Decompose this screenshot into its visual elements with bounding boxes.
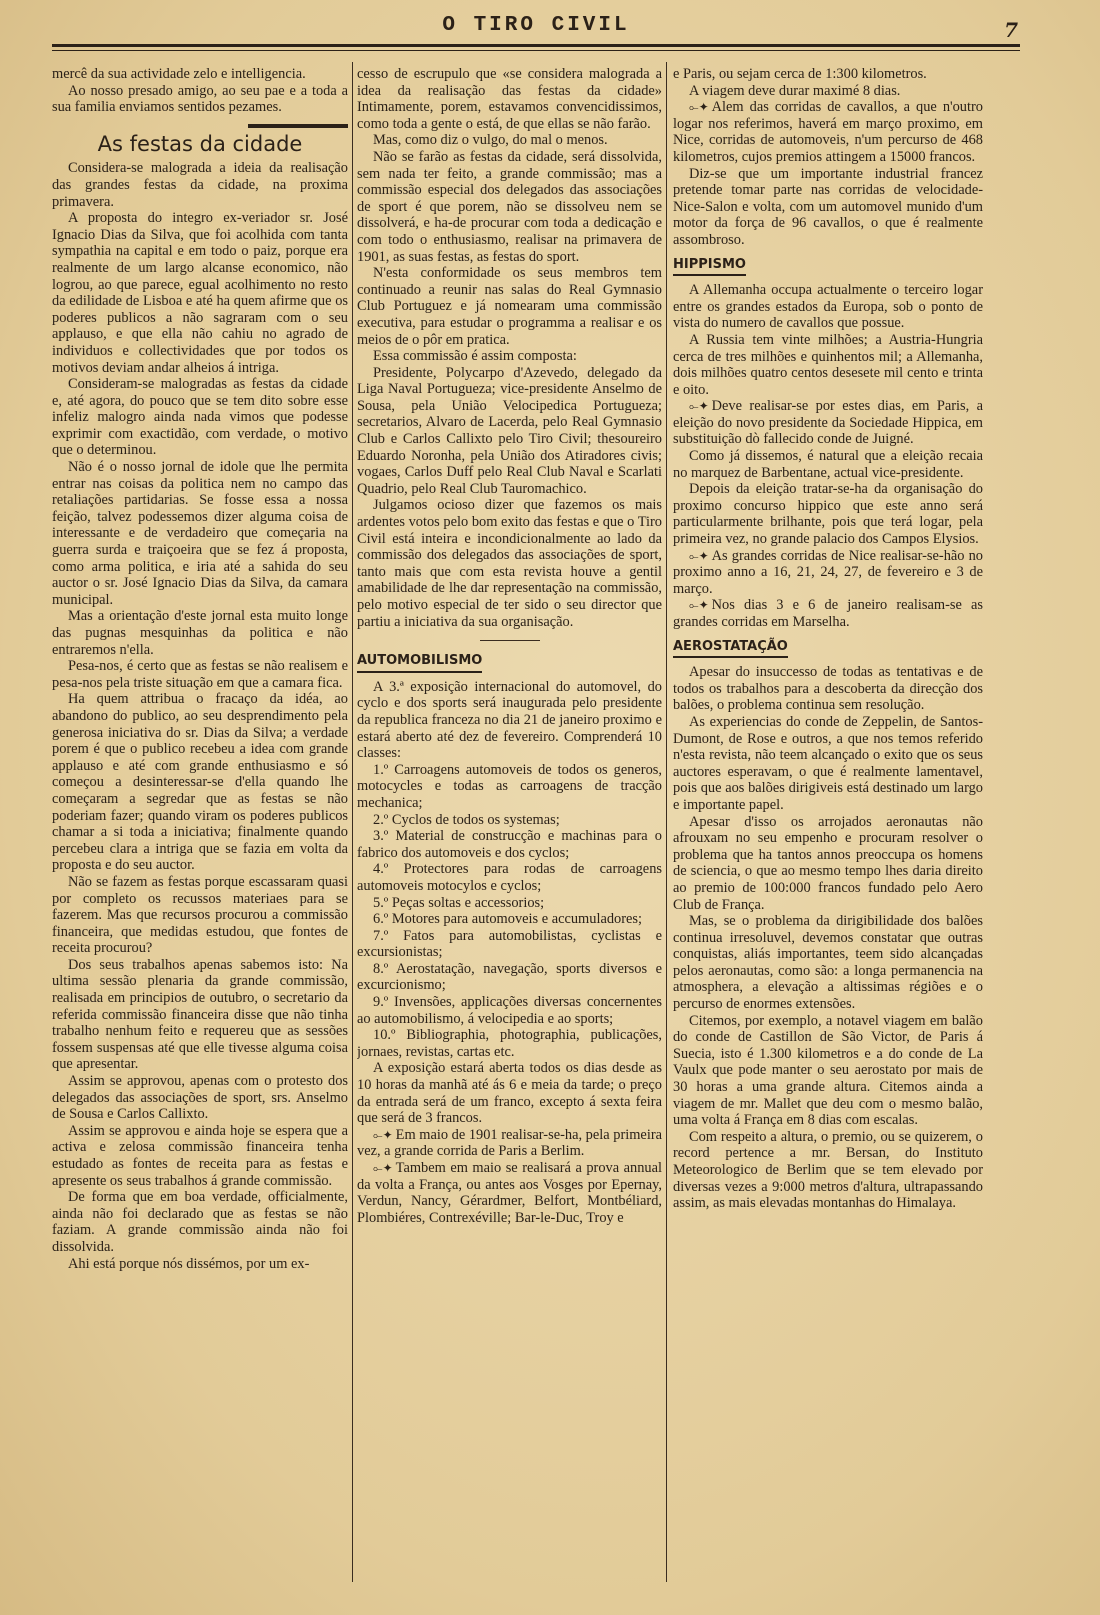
list-item: 5.º Peças soltas e accessorios; xyxy=(373,894,545,911)
arrow-icon: ⟜✦ xyxy=(689,100,709,115)
list-item: 6.º Motores para automoveis e accumuladores; xyxy=(373,911,643,928)
paragraph xyxy=(673,597,983,630)
paragraph: Ha quem attribua o fracaço da idéa, ao abandono do publico, ao seu desprendimento pela generosa iniciativa do sr. Dias da Silva; a verdade porem é que o publico recebeu a idea com grande applauso e até com grande enthusiasmo e só começou a desinteressar-se d'ella quando lhe começaram a segredar que as festas se não poderiam fazer; quando viram os poderes publicos chamar a si toda a iniciativa; finalmente quando percebeu clara a intriga que se fazia em volta da proposta e do seu auctor. xyxy=(52,691,348,874)
paragraph-text: Deve realisar-se por estes dias, em Paris, a eleição do novo presidente da Sociedade Hippica, em substituição dò fallecido conde de Juigné. xyxy=(673,398,983,448)
paragraph xyxy=(357,1127,662,1160)
masthead: O TIRO CIVIL xyxy=(442,14,630,37)
paragraph: Presidente, Polycarpo d'Azevedo, delegado da Liga Naval Portugueza; vice-presidente Anselmo de Sousa, pela União Velocipedica Portugueza; secretarios, Alvaro de Lacerda, pelo Real Gymnasio Club e Carlos Callixto pelo Tiro Civil; thesoureiro Eduardo Noronha, pela União dos Atiradores civis; vogaes, Carlos Duff pelo Real Club Naval e Scarlati Quadrio, pelo Real Club Tauromachico. xyxy=(357,364,662,497)
header-rule-thick xyxy=(52,44,1020,47)
list-item: 10.º Bibliographia, photographia, publicações, jornaes, revistas, cartas etc. xyxy=(357,1027,662,1060)
paragraph: Não se fazem as festas porque escassaram quasi por completo os recussos materiaes para se fazerem. Mas que recursos procurou a commissão financeira, que medidas estudou, que fontes de receita procurou? xyxy=(52,873,348,957)
list-item: 9.º Invensões, applicações diversas concernentes ao automobilismo, á velocipedia e ao sports; xyxy=(357,994,662,1027)
column-1 xyxy=(52,66,348,1606)
page-number: 7 xyxy=(1004,18,1018,42)
list-item: 3.º Material de construcção e machinas para o fabrico dos automoveis e dos cyclos; xyxy=(357,828,662,861)
paragraph: A 3.ª exposição internacional do automovel, do cyclo e dos sports será inaugurada pelo presidente da republica franceza no dia 21 de janeiro proximo e estará aberto até dez de fevereiro. Comprenderá 10 classes: xyxy=(357,678,662,762)
paragraph: A Russia tem vinte milhões; a Austria-Hungria cerca de tres milhões e quinhentos mil; a Allemanha, dois milhões quatro centos desesete mil cento e trinta e oito. xyxy=(673,331,983,398)
list-item: 8.º Aerostatação, navegação, sports diversos e excurcionismo; xyxy=(357,960,662,994)
paragraph-text: Tambem em maio se realisará a prova annual da volta a França, ou antes aos Vosges por Epernay, Verdun, Nancy, Gérardmer, Belfort, Montbéliard, Plombiéres, Contrexéville; Bar-le-Duc, Troy e xyxy=(357,1160,662,1226)
paragraph: A viagem deve durar maximé 8 dias. xyxy=(689,82,901,99)
column-2 xyxy=(357,66,662,1606)
paragraph: Essa commissão é assim composta: xyxy=(373,348,577,365)
paragraph: Citemos, por exemplo, a notavel viagem em balão do conde de Castillon de São Victor, de Paris á Suecia, isto é 1.300 kilometros e a do conde de La Vaulx que pode manter o seu aerostato por mais de 30 horas a uma grande altura. Citemos ainda a viagem de mr. Mallet que deu com o mesmo balão, uma volta á França em 8 dias com escalas. xyxy=(673,1012,983,1129)
column-divider xyxy=(666,62,667,1582)
paragraph-text: Nos dias 3 e 6 de janeiro realisam-se as grandes corridas em Marselha. xyxy=(673,597,983,630)
paragraph: Com respeito a altura, o premio, ou se quizerem, o record pertence a mr. Bersan, do Instituto Meteorologico de Berlim que se tem elevado por diversas vezes a 9:000 metros d'altura, ultrapassando assim, as mais elevadas montanhas do Himalaya. xyxy=(673,1128,983,1212)
separator xyxy=(480,640,540,641)
paragraph xyxy=(673,99,983,165)
section-heading-hippismo: HIPPISMO xyxy=(673,257,746,277)
paragraph: Dos seus trabalhos apenas sabemos isto: Na ultima sessão plenaria da grande commissão, realisada em principios de outubro, o secretario da referida commissão financeira disse que não tinha trabalho nenhum feito e requereu que as sessões fossem suspensas até que elle tivesse alguma coisa que apresentar. xyxy=(52,956,348,1073)
paragraph: Pesa-nos, é certo que as festas se não realisem e pesa-nos pela triste situação em que a camara fica. xyxy=(52,658,348,691)
arrow-icon: ⟜✦ xyxy=(689,548,709,563)
paragraph: Depois da eleição tratar-se-ha da organisação do proximo concurso hippico que este anno será particularmente brilhante, pois que terá logar, pela primeira vez, no grande palacio dos Campos Elysios. xyxy=(673,481,983,548)
paragraph: Considera-se malograda a ideia da realisação das grandes festas da cidade, na proxima primavera. xyxy=(52,160,348,210)
list-item: 2.º Cyclos de todos os systemas; xyxy=(373,811,560,828)
column-3 xyxy=(673,66,983,1606)
article-title: As festas da cidade xyxy=(97,131,303,156)
column-divider xyxy=(352,62,353,1582)
paragraph xyxy=(357,1160,662,1226)
paragraph: N'esta conformidade os seus membros tem continuado a reunir nas salas do Real Gymnasio Club Portuguez e já nomearam uma commissão executiva, para estudar o programma a realisar e os meios de o pôr em pratica. xyxy=(357,265,662,348)
paragraph: De forma que em boa verdade, officialmente, ainda não foi declarado que as festas se não faziam. A grande commissão ainda não foi dissolvida. xyxy=(52,1189,348,1255)
arrow-icon: ⟜✦ xyxy=(689,399,709,414)
paragraph: A Allemanha occupa actualmente o terceiro logar entre os grandes estados da Europa, sob o ponto de vista do numero de cavallos que possue. xyxy=(673,282,983,332)
paragraph: Diz-se que um importante industrial francez pretende tomar parte nas corridas de velocidade-Nice-Salon e volta, com um automovel munido d'um motor da força de 96 cavallos, o que é realmente assombroso. xyxy=(673,165,983,248)
paragraph: A proposta do integro ex-veriador sr. José Ignacio Dias da Silva, que foi acolhida com tanta sympathia na capital e em todo o paiz, porque era realmente de um largo alcanse economico, não logrou, ao que parece, egual acolhimento no resto da edilidade de Lisboa e até ha quem afirme que os poderes publicos a não sagraram com o seu applauso, e que ella não cahiu no agrado de individuos e collectividades que por todos os motivos deviam andar alheios á intriga. xyxy=(52,210,348,376)
section-heading-aerostatacao: AEROSTATAÇÃO xyxy=(673,639,788,659)
list-item: 7.º Fatos para automobilistas, cyclistas e excursionistas; xyxy=(357,927,662,961)
header-rule-thin xyxy=(52,50,1020,51)
paragraph: Consideram-se malogradas as festas da cidade e, até agora, do pouco que se tem dito sobre esse infeliz malogro ainda nada vimos que podesse exprimir com exactidão, com verdade, o motivo que o determinou. xyxy=(52,376,348,459)
paragraph: Mas, se o problema da dirigibilidade dos balões continua irresoluvel, devemos constatar que outras conquistas, aliás importantes, teem sido alcançadas pelos aeronautas, como são: a longa permanencia na atmosphera, a elevação a altissimas régiões e o percurso de enormes extensões. xyxy=(673,913,983,1013)
paragraph xyxy=(673,548,983,598)
paragraph: Não é o nosso jornal de idole que lhe permita entrar nas coisas da politica nem no campo das retaliações partidarias. Se fosse essa a nossa feição, talvez podessemos dizer alguma coisa de interessante e de verdadeiro que começaria na guerra surda e traiçoeira que se fez á proposta, como arma politica, e iria até a sahida do seu auctor o sr. José Ignacio Dias da Silva, da camara municipal. xyxy=(52,459,348,608)
arrow-icon: ⟜✦ xyxy=(373,1161,393,1175)
arrow-icon: ⟜✦ xyxy=(689,598,709,613)
paragraph-text: Em maio de 1901 realisar-se-ha, pela primeira vez, a grande corrida de Paris a Berlim. xyxy=(357,1126,662,1160)
paragraph: e Paris, ou sejam cerca de 1:300 kilometros. xyxy=(673,66,927,82)
paragraph: Como já dissemos, é natural que a eleição recaia no marquez de Barbentane, actual vice-presidente. xyxy=(673,448,983,481)
paragraph: Assim se approvou, apenas com o protesto dos delegados das associações de sport, srs. Anselmo de Sousa e Carlos Callixto. xyxy=(52,1073,348,1123)
list-item: 4.º Protectores para rodas de carroagens automoveis motocylos e cyclos; xyxy=(357,861,662,894)
paragraph: A exposição estará aberta todos os dias desde as 10 horas da manhã até ás 6 e meia da tarde; o preço da entrada será de um franco, excepto á sexta feira que será de 3 francos. xyxy=(357,1060,662,1127)
paragraph: Ao nosso presado amigo, ao seu pae e a toda a sua familia enviamos sentidos pezames. xyxy=(52,82,348,116)
paragraph: Mas, como diz o vulgo, do mal o menos. xyxy=(373,132,608,149)
paragraph: Julgamos ocioso dizer que fazemos os mais ardentes votos pelo bom exito das festas e que o Tiro Civil está inteira e incondicionalmente ao lado da commissão dos delegados das associações de sport, tanto mais que com esta revista houve a gentil amabilidade de lhe dar representação na commissão, pelo motivo especial de ter sido o seu director que partiu a iniciativa da sua organisação. xyxy=(357,497,662,630)
list-item: 1.º Carroagens automoveis de todos os generos, motocycles e todas as carroagens de tracção mechanica; xyxy=(357,761,662,811)
paragraph: cesso de escrupulo que «se considera malograda a idea da realisação das festas da cidade» Intimamente, porem, estavamos convencidissimos, como toda a gente o está, de que ellas se não farão. xyxy=(357,66,662,132)
paragraph: Ahi está porque nós dissémos, por um ex- xyxy=(68,1255,310,1272)
section-heading-automobilismo: AUTOMOBILISMO xyxy=(357,653,482,673)
separator xyxy=(248,124,348,128)
arrow-icon: ⟜✦ xyxy=(373,1127,393,1142)
paragraph: Não se farão as festas da cidade, será dissolvida, sem nada ter feito, a grande commissão; mas a commissão especial dos delegados das associações de sport é que porem, não se dissolveu nem se dissolverá, e ha-de procurar com toda a dedicação e com todo o enthusiasmo, realisar na primavera de 1901, as suas festas, as festas do sport. xyxy=(357,148,662,265)
paragraph: Apesar do insuccesso de todas as tentativas e de todos os trabalhos para a descoberta da direcção dos balões, o problema continua sem resolução. xyxy=(673,664,983,714)
paragraph-text: As grandes corridas de Nice realisar-se-hão no proximo anno a 16, 21, 24, 27, de fevereiro e 3 de março. xyxy=(673,547,983,597)
paragraph: As experiencias do conde de Zeppelin, de Santos-Dumont, de Rose e outros, a que nos temos referido n'esta revista, não teem alcançado o exito que os seus auctores esperavam, o que é realmente lamentavel, pois que aos balões dirigiveis está destinado um largo e importante papel. xyxy=(673,713,983,813)
paragraph: mercê da sua actividade zelo e intelligencia. xyxy=(52,66,306,82)
paragraph-text: Alem das corridas de cavallos, a que n'outro logar nos referimos, haverá em março proximo, em Nice, corridas de automoveis, n'um percurso de 468 kilometros, cujos premios attingem a 15000 francos. xyxy=(673,99,983,165)
paragraph: Assim se approvou e ainda hoje se espera que a activa e zelosa commissão financeira tenha estudado as fontes de receita para as festas e apresente os seus trabalhos á grande commissão. xyxy=(52,1122,348,1189)
paragraph: Apesar d'isso os arrojados aeronautas não afrouxam no seu empenho e procuram resolver o problema que ha tantos annos preoccupa os homens de sciencia, o que ao mesmo tempo lhes daria direito ao premio de 100:000 francos fundado pelo Aero Club de França. xyxy=(673,813,983,913)
paragraph xyxy=(673,398,983,448)
paragraph: Mas a orientação d'este jornal esta muito longe das pugnas mesquinhas da politica e não entraremos n'ella. xyxy=(52,608,348,658)
